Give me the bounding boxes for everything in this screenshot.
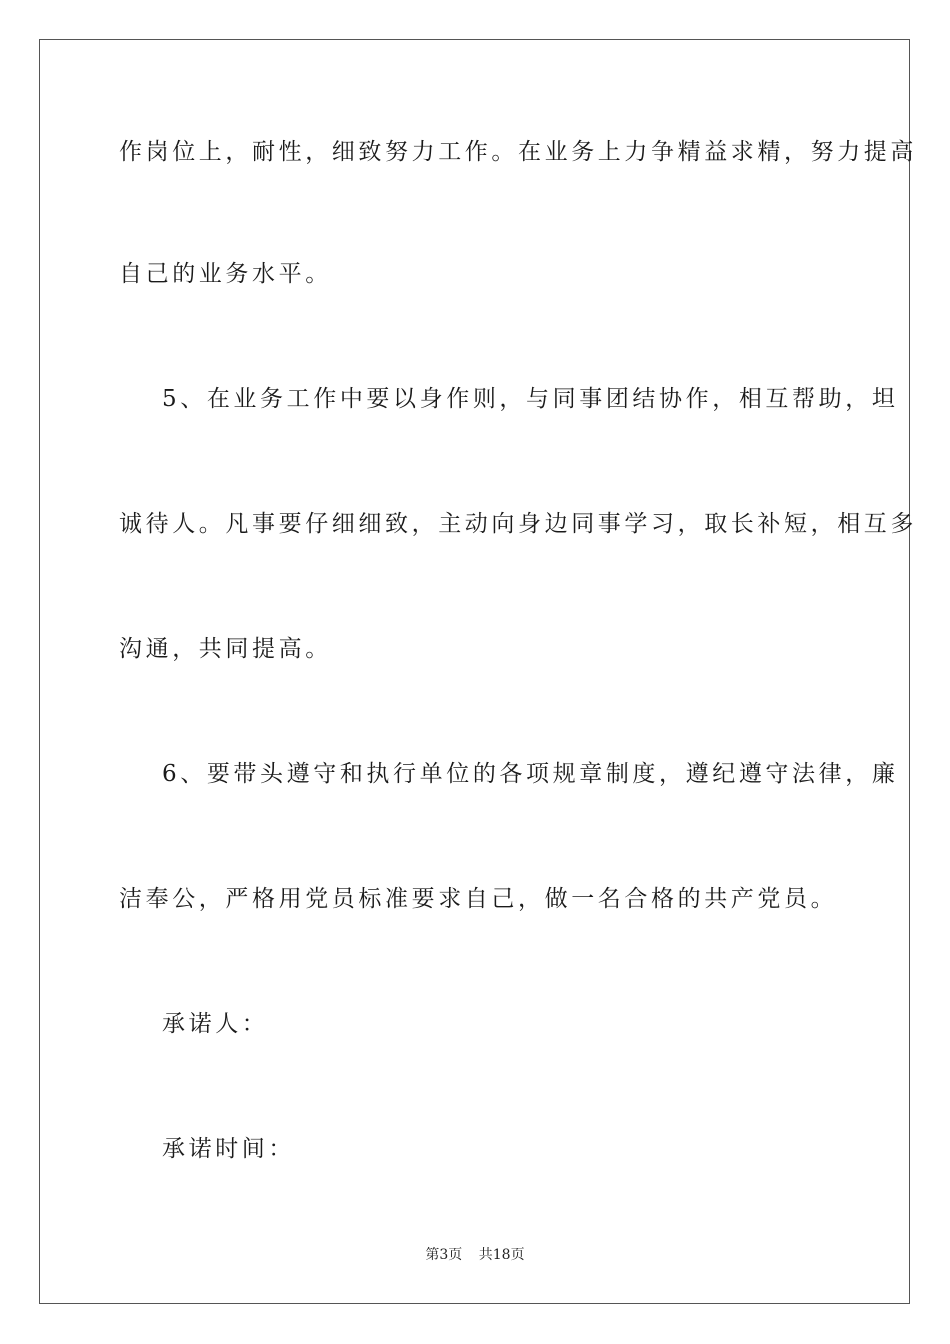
paragraph-line: 沟通，共同提高。 [119,636,332,662]
page-total: 共18页 [478,1247,525,1263]
paragraph-line: 洁奉公，严格用党员标准要求自己，做一名合格的共产党员。 [119,886,838,912]
paragraph-line: 自己的业务水平。 [119,261,332,287]
page-footer [0,1246,950,1264]
signatory-label: 承诺人： [162,1011,269,1037]
paragraph-line: 6、要带头遵守和执行单位的各项规章制度，遵纪遵守法律，廉 [162,761,899,787]
paragraph-line: 作岗位上，耐性，细致努力工作。在业务上力争精益求精，努力提高 [119,139,917,165]
page-number: 第3页 [425,1247,463,1263]
date-label: 承诺时间： [162,1136,295,1162]
paragraph-line: 诚待人。凡事要仔细细致，主动向身边同事学习，取长补短，相互多 [119,511,917,537]
page-border [39,39,910,1304]
paragraph-line: 5、在业务工作中要以身作则，与同事团结协作，相互帮助，坦 [162,386,899,412]
